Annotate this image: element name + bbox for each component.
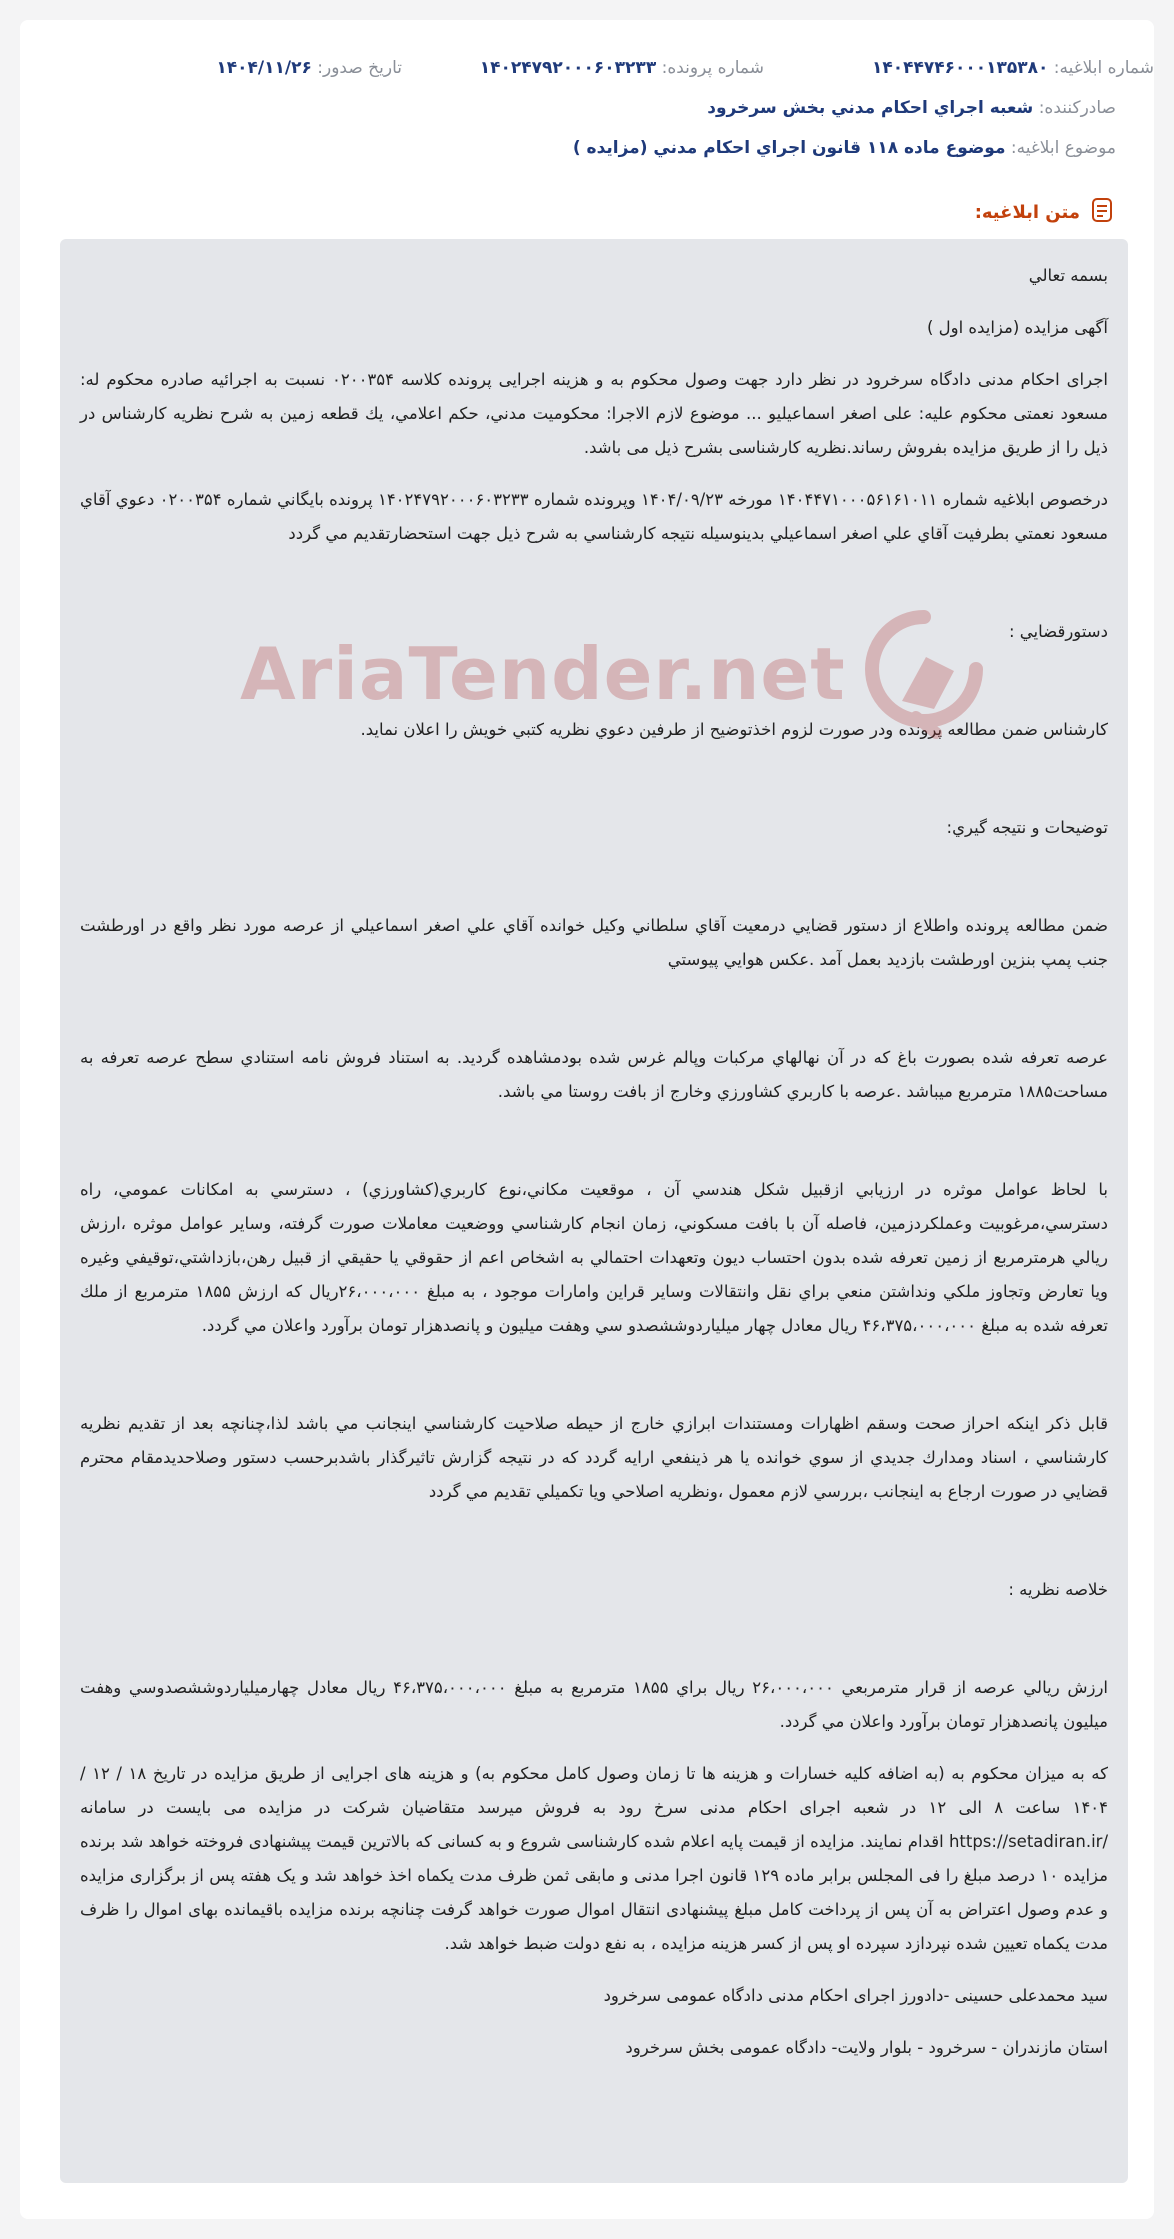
- notice-card: [20, 20, 1154, 2219]
- notice-number-label: شماره ابلاغيه:: [1053, 58, 1154, 78]
- spacer: [80, 569, 1108, 615]
- paragraph-summary: ارزش ريالي عرصه از قرار مترمربعي ۲۶،۰۰۰،۰۰۰ ريال براي ۱۸۵۵ مترمربع به مبلغ ۴۶،۳۷۵،۰۰۰،۰۰۰ ريال معادل چهارميلياردوششصدوسي وهفت ميليون پانصدهزار تومان برآورد واعلان مي گردد.: [80, 1678, 1108, 1731]
- spacer: [80, 765, 1108, 811]
- subject-label: موضوع ابلاغيه:: [1010, 138, 1116, 158]
- case-number: [480, 58, 764, 78]
- summary-heading: خلاصه نظريه :: [1008, 1580, 1108, 1599]
- document-icon: [1088, 196, 1116, 229]
- paragraph-intro: اجرای احکام مدنی دادگاه سرخرود در نظر دارد جهت وصول محکوم به و هزینه اجرایی پرونده کلاسه ۰۲۰۰۳۵۴ نسبت به اجرائیه صادره محکوم له: مسعود نعمتی محکوم علیه: علی اصغر اسماعیلیو ... موضوع لازم الاجرا: محکومیت مدني، حكم اعلامي، يك قطعه زمین به شرح نظریه کارشناس در ذیل را از طریق مزایده بفروش رساند.نظریه کارشناسی بشرح ذیل می باشد.: [80, 370, 1109, 457]
- notice-body: [60, 239, 1128, 2183]
- issuer-value: شعبه اجراي احكام مدني بخش سرخرود: [707, 98, 1034, 118]
- header-meta-row: [20, 58, 1154, 86]
- notice-text-heading: [975, 196, 1116, 229]
- address-line: استان مازندران - سرخرود - بلوار ولایت- دادگاه عمومی بخش سرخرود: [625, 2038, 1108, 2057]
- auction-heading: آگهی مزایده (مزایده اول ): [926, 318, 1108, 337]
- issuer-label: صادركننده:: [1038, 98, 1116, 118]
- spacer: [80, 863, 1108, 909]
- paragraph-auction-terms: که به میزان محکوم به (به اضافه کلیه خسارات و هزینه ها تا زمان وصول کامل محکوم به) و هزینه های اجرایی از طریق مزایده در تاریخ ۱۸ / ۱۲ / ۱۴۰۴ ساعت ۸ الی ۱۲ در شعبه اجرای احکام مدنی سرخ رود به فروش میرسد متقاضیان شرکت در مزایده می بایست در سامانه /https://setadiran.ir اقدام نمایند. مزایده از قیمت پایه اعلام شده کارشناسی شروع و به کسانی که بالاترین قیمت پیشنهادی فروخته خواهد شد برنده مزایده ۱۰ درصد مبلغ را فی المجلس برابر ماده ۱۲۹ قانون اجرا مدنی و مابقی ثمن ظرف مدت یکماه اخذ خواهد شد و یک هفته پس از برگزاری مزایده و عدم وصول اعتراض به آن پس از پرداخت کامل مبلغ پیشنهادی انتقال اموال صورت خواهد گرفت چنانچه برنده مزایده باقیمانده بهای اموال را ظرف مدت یکماه تعیین شده نپردازد سپرده او پس از کسر هزینه مزایده ، به نفع دولت ضبط خواهد شد.: [80, 1764, 1109, 1953]
- spacer: [80, 995, 1108, 1041]
- issue-date: [216, 58, 402, 78]
- spacer: [80, 1127, 1108, 1173]
- watermark-text: AriaTender.net: [240, 632, 846, 716]
- spacer: [80, 1527, 1108, 1573]
- notice-number: [872, 58, 1154, 78]
- subject-row: [20, 138, 1154, 158]
- issue-date-value: ۱۴۰۴/۱۱/۲۶: [216, 58, 312, 78]
- spacer: [80, 667, 1108, 713]
- paragraph-reference: درخصوص ابلاغيه شماره ۱۴۰۴۴۷۱۰۰۰۵۶۱۶۱۰۱۱ مورخه ۱۴۰۴/۰۹/۲۳ وپرونده شماره ۱۴۰۲۴۷۹۲۰۰۰۶۰۳۲۳۳ پرونده بايگاني شماره ۰۲۰۰۳۵۴ دعوي آقاي مسعود نعمتي بطرفيت آقاي علي اصغر اسماعيلي بدينوسيله نتيجه كارشناسي به شرح ذيل جهت استحضارتقديم مي گردد: [80, 490, 1108, 543]
- explanations-heading: توضيحات و نتيجه گيري:: [946, 818, 1108, 837]
- signature-line: سید محمدعلی حسینی -دادورز اجرای احکام مدنی دادگاه عمومی سرخرود: [603, 1986, 1108, 2005]
- subject-value: موضوع ماده ۱۱۸ قانون اجراي احكام مدني (مزايده ): [572, 138, 1006, 158]
- paragraph-valuation: با لحاظ عوامل موثره در ارزيابي ازقبيل شكل هندسي آن ، موقعيت مكاني،نوع كاربري(كشاورزي) ، دسترسي به امكانات عمومي، راه دسترسي،مرغوبيت وعملكردزمين، فاصله آن با بافت مسكوني، زمان انجام كارشناسي ووضعيت معاملات صورت گرفته، وساير عوامل موثره ،ارزش ريالي هرمترمربع از زمين تعرفه شده بدون احتساب ديون وتعهدات احتمالي به اشخاص اعم از حقوقي يا حقيقي از قبيل رهن،بازداشتي،توقيفي وغيره ويا تعارض وتجاوز ملكي ونداشتن منعي براي نقل وانتقالات وساير قراين وامارات موجود ، به مبلغ ۲۶،۰۰۰،۰۰۰ريال كه ارزش ۱۸۵۵ مترمربع از ملك تعرفه شده به مبلغ ۴۶،۳۷۵،۰۰۰،۰۰۰ ريال معادل چهار ميلياردوششصدو سي وهفت ميليون و پانصدهزار تومان برآورد واعلان مي گردد.: [80, 1180, 1109, 1335]
- spacer: [80, 1625, 1108, 1671]
- judicial-order-heading: دستورقضايي :: [1008, 622, 1108, 641]
- issuer-row: [20, 98, 1154, 118]
- paragraph-site-visit: ضمن مطالعه پرونده واطلاع از دستور قضايي درمعيت آقاي سلطاني وكيل خوانده آقاي علي اصغر اسماعيلي از عرصه مورد نظر واقع در اورطشت جنب پمپ بنزين اورطشت بازديد بعمل آمد .عكس هوايي پيوستي: [80, 916, 1108, 969]
- notice-number-value: ۱۴۰۴۴۷۴۶۰۰۰۱۳۵۳۸۰: [871, 58, 1049, 78]
- issue-date-label: تاريخ صدور:: [317, 58, 402, 78]
- paragraph-land-description: عرصه تعرفه شده بصورت باغ كه در آن نهالهاي مركبات وپالم غرس شده بودمشاهده گرديد. به استناد فروش نامه استنادي سطح عرصه تعرفه به مساحت۱۸۸۵ مترمربع ميباشد .عرصه با كاربري كشاورزي وخارج از بافت روستا مي باشد.: [80, 1048, 1108, 1101]
- notice-text-title: متن ابلاغيه:: [974, 202, 1080, 223]
- paragraph-disclaimer: قابل ذكر اينكه احراز صحت وسقم اظهارات ومستندات ابرازي خارج از حيطه صلاحيت كارشناسي اينجانب مي باشد لذا،چنانچه بعد از تقديم نظريه كارشناسي ، اسناد ومدارك جديدي از سوي خوانده يا هر ذينفعي ارايه گردد كه در نتيجه گزارش تاثيرگذار باشدبرحسب دستور وصلاحديدمقام محترم قضايي در صورت ارجاع به اينجانب ،بررسي لازم معمول ،ونظريه اصلاحي ويا تكميلي تقديم مي گردد: [80, 1414, 1108, 1501]
- case-number-label: شماره پرونده:: [661, 58, 764, 78]
- notice-content: [60, 239, 1128, 2093]
- case-number-value: ۱۴۰۲۴۷۹۲۰۰۰۶۰۳۲۳۳: [479, 58, 657, 78]
- salutation: بسمه تعالي: [1028, 266, 1108, 285]
- paragraph-judicial-order: كارشناس ضمن مطالعه پرونده ودر صورت لزوم اخذتوضيح از طرفين دعوي نظريه كتبي خويش را اعلان نمايد.: [360, 720, 1108, 739]
- spacer: [80, 1361, 1108, 1407]
